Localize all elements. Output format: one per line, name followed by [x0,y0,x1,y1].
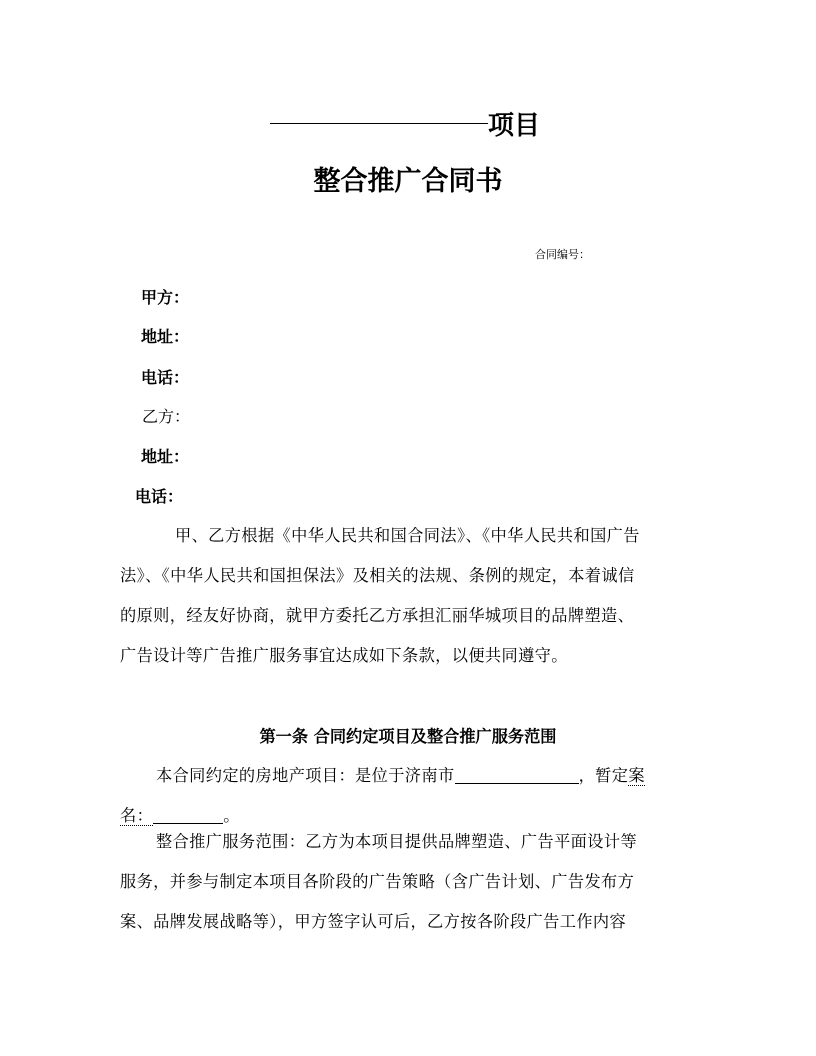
preamble-line: 广告设计等广告推广服务事宜达成如下条款，以便共同遵守。 [120,646,568,665]
scope-line: 服务，并参与制定本项目各阶段的广告策略（含广告计划、广告发布方 [120,872,635,891]
project-title-suffix: 项目 [488,111,541,141]
case-text: 案 [628,766,645,785]
party-a-phone-label: 电话： [141,368,190,387]
project-name-blank [270,123,488,125]
article-1-scope-paragraph [120,822,696,942]
contract-number-label: 合同编号： [535,248,590,261]
party-b-phone-label: 电话： [135,487,184,506]
project-location-line [156,756,645,796]
scope-line: 整合推广服务范围：乙方为本项目提供品牌塑造、广告平面设计等 [156,832,638,851]
project-title-line [270,108,560,144]
tentative-text: ，暂定 [578,766,629,785]
party-a-label: 甲方： [141,288,190,307]
period-text: 。 [223,806,240,825]
article-1-heading: 第一条 合同约定项目及整合推广服务范围 [259,727,557,746]
party-b-address-label: 地址： [141,447,190,466]
preamble-line: 法》、《中华人民共和国担保法》及相关的法规、条例的规定，本着诚信 [120,566,635,585]
scope-line: 案、品牌发展战略等），甲方签字认可后，乙方按各阶段广告工作内容 [120,912,627,931]
contract-title: 整合推广合同书 [313,166,503,197]
preamble-paragraph [120,516,696,676]
city-blank [455,765,579,784]
name-label: 名： [120,806,154,825]
project-location-text: 本合同约定的房地产项目：是位于济南市 [156,766,455,785]
preamble-line: 的原则，经友好协商，就甲方委托乙方承担汇丽华城项目的品牌塑造、 [120,606,635,625]
party-a-address-label: 地址： [141,327,190,346]
party-b-label: 乙方： [142,407,191,426]
preamble-line: 甲、乙方根据《中华人民共和国合同法》、《中华人民共和国广告 [175,526,640,545]
